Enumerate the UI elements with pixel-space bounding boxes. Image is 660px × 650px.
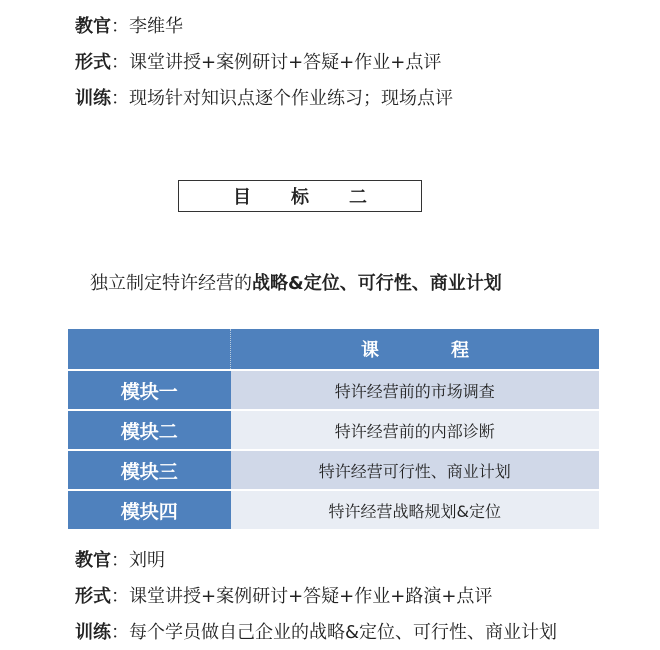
format-label: 形式 [75,586,111,607]
table-header-row [68,329,599,370]
training-line-1 [75,84,453,110]
topic-cell: 特许经营可行性、商业计划 [231,450,600,490]
format-value: ：课堂讲授+案例研讨+答疑+作业+点评 [111,52,442,73]
training-value: ：现场针对知识点逐个作业练习；现场点评 [111,88,453,109]
module-cell: 模块二 [68,410,231,450]
module-cell: 模块四 [68,490,231,529]
module-cell: 模块三 [68,450,231,490]
topic-cell: 特许经营前的内部诊断 [231,410,600,450]
table-row [68,410,599,450]
goal-title-char: 标 [291,187,309,208]
goal-intro-prefix: 独立制定特许经营的 [90,273,252,294]
goal-title-box [178,180,422,212]
format-line-2 [75,582,492,608]
table-header-course: 课 程 [231,329,600,370]
format-value: ：课堂讲授+案例研讨+答疑+作业+路演+点评 [111,586,493,607]
topic-cell: 特许经营前的市场调查 [231,370,600,410]
table-row [68,450,599,490]
module-cell: 模块一 [68,370,231,410]
instructor-line-1 [75,12,183,38]
table-row [68,490,599,529]
course-table [68,329,599,529]
instructor-value: ：李维华 [111,16,183,37]
goal-title-char: 目 [233,187,251,208]
goal-title-char: 二 [349,187,367,208]
table-header-empty [68,329,231,370]
format-line-1 [75,48,441,74]
instructor-line-2 [75,546,165,572]
topic-cell: 特许经营战略规划&定位 [231,490,600,529]
training-line-2 [75,618,557,644]
table-row [68,370,599,410]
format-label: 形式 [75,52,111,73]
training-value: ：每个学员做自己企业的战略&定位、可行性、商业计划 [111,622,558,643]
instructor-value: ：刘明 [111,550,165,571]
instructor-label: 教官 [75,16,111,37]
training-label: 训练 [75,622,111,643]
goal-intro [90,269,502,295]
training-label: 训练 [75,88,111,109]
instructor-label: 教官 [75,550,111,571]
goal-intro-bold: 战略&定位、可行性、商业计划 [252,273,502,294]
